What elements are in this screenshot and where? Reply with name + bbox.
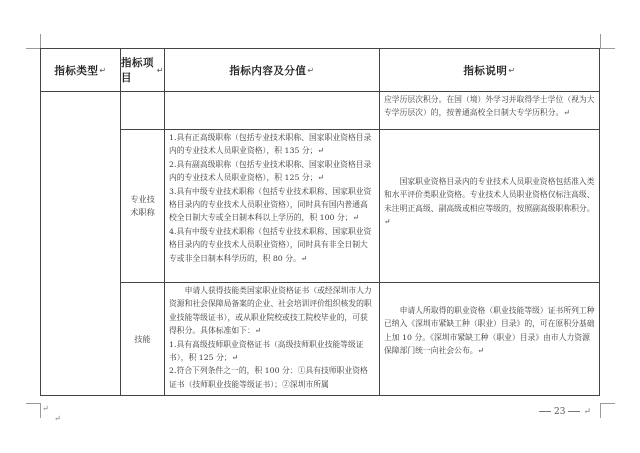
top-row-desc-text: 应学历层次积分。在国（境）外学习并取得学士学位（视为大专学历层次）的，按普通高校全日制大专学历积分。↵ (384, 95, 595, 118)
professional-desc (384, 175, 596, 265)
page-number-mark: ↵ (583, 407, 591, 417)
header-desc-text: 指标说明 (463, 64, 508, 77)
crop-mark-bottom-right (600, 403, 615, 418)
footer-mark-left: ↵ (42, 404, 49, 413)
header-content (165, 49, 379, 91)
category-skill (121, 283, 164, 395)
header-item-text: 指标项目 (121, 57, 154, 84)
header-type-text: 指标类型 (54, 64, 99, 77)
row-divider-1 (121, 129, 599, 130)
page-dash-left (539, 411, 551, 412)
crop-mark-top-right (600, 34, 615, 49)
professional-content (169, 131, 375, 282)
crop-mark-top-left (26, 34, 41, 49)
header-item-mark: ↵ (156, 65, 164, 75)
skill-desc-text: 申请人所取得的职业资格（职业技能等级）证书所列工种已纳入《深圳市紧缺工种（职业）目录》的，可在原积分基础上加 10 分。《深圳市紧缺工种（职业）目录》由市人力资源保障部门统一向社会公布。↵ (384, 306, 595, 356)
skill-item-1: 1.具有高级技师职业资格证书（高级技师职业技能等级证书），积 125 分；↵ (169, 339, 364, 363)
top-row-desc (384, 92, 596, 129)
row-divider-2 (121, 282, 599, 283)
col-divider-3 (379, 49, 380, 395)
header-type-mark: ↵ (99, 65, 107, 75)
header-type (41, 49, 120, 91)
header-item (121, 49, 164, 91)
header-content-mark: ↵ (307, 65, 315, 75)
footer-mark-left-2: ↵ (54, 414, 61, 423)
skill-content (169, 284, 375, 395)
category-professional-text: 专业技术职称 (130, 194, 155, 217)
professional-item-4: 4.具有中级专业技术职称（包括专业技术职称、国家职业资格目录内的专业技术人员职业资格），同时具有非全日制大专或非全日制本科学历的，积 80 分。↵ (169, 226, 372, 263)
header-desc-mark: ↵ (508, 65, 516, 75)
skill-item-2: 2.符合下列条件之一的，积 100 分：①具有技师职业资格证书（技师职业技能等级证书）；②深圳市所属 (169, 366, 368, 389)
page-number (536, 407, 591, 417)
crop-mark-bottom-left (26, 403, 41, 418)
skill-desc (384, 304, 596, 384)
header-content-text: 指标内容及分值 (229, 64, 307, 77)
professional-item-3: 3.具有中级专业技术职称（包括专业技术职称、国家职业资格目录内的专业技术人员职业资格），同时具有国内普通高校全日制大专或全日制本科以上学历的，积 100 分；↵ (169, 186, 372, 223)
skill-intro: 申请人获得技能类国家职业资格证书（或经深圳市人力资源和社会保障局备案的企业、社会培训评价组织核发的职业技能等级证书），或从职业院校或技工院校毕业的，可获得积分。具体标准如下：↵ (169, 286, 372, 336)
col-divider-2 (164, 49, 165, 395)
category-skill-text: 技能 (134, 333, 151, 344)
indicator-table (40, 48, 600, 396)
professional-item-2: 2.具有副高级职称（包括专业技术职称、国家职业资格目录内的专业技术人员职业资格），积 125 分；↵ (169, 159, 372, 183)
professional-item-1: 1.具有正高级职称（包括专业技术职称、国家职业资格目录内的专业技术人员职业资格），积 135 分；↵ (169, 133, 372, 156)
page-dash-right (568, 411, 580, 412)
category-professional (121, 130, 164, 282)
professional-desc-text: 国家职业资格目录内的专业技术人员职业资格包括准入类和水平评价类职业资格。专业技术人员职业资格仅标注高级、未注明正高级、副高级或相应等级的，按照副高级职称积分。↵ (384, 177, 595, 227)
header-desc (380, 49, 599, 91)
page-number-text: 23 (554, 407, 566, 417)
